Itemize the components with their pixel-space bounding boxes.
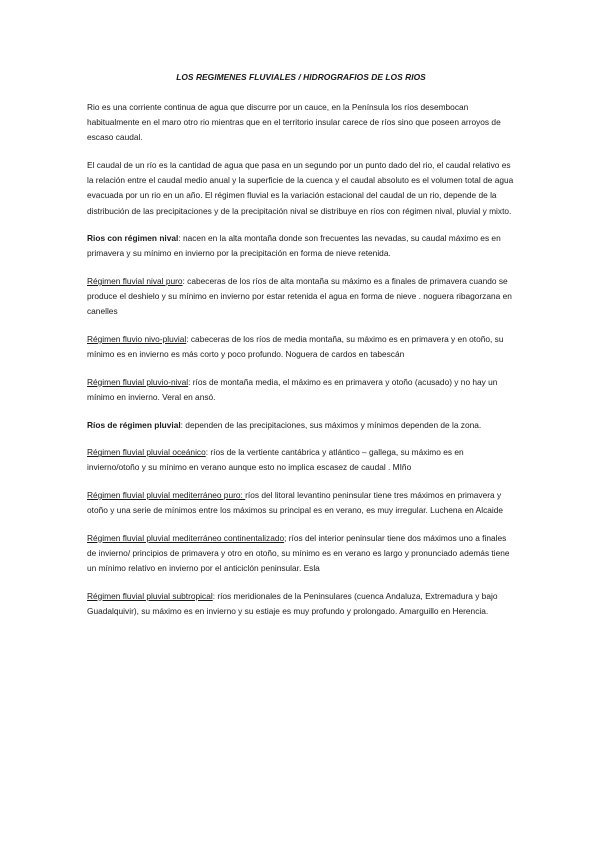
- section-nival-puro: [87, 274, 515, 320]
- section-pluvial: [87, 418, 515, 433]
- section-heading: Régimen fluvio nivo-pluvial: [87, 334, 187, 344]
- section-pluvio-nival: [87, 375, 515, 405]
- section-heading: Régimen fluvial pluvial mediterráneo continentalizado: [87, 532, 285, 543]
- section-heading: Régimen fluvial nival puro: [87, 276, 183, 286]
- section-text: : dependen de las precipitaciones, sus máximos y mínimos dependen de la zona.: [180, 419, 482, 430]
- section-heading: Régimen fluvial pluvial mediterráneo puro:: [87, 489, 246, 500]
- section-text: ; ríos del interior peninsular tiene dos máximos uno a finales de invierno/ principios de primavera y otro en otoño, su mínimo es en verano es largo y pronunciado además tiene un mínimo relativo en invierno por el anticiclón peninsular. Esla: [87, 532, 510, 574]
- section-mediterraneo-puro: [87, 488, 515, 518]
- section-heading: Régimen fluvial pluvial oceánico: [87, 447, 206, 458]
- caudal-paragraph: El caudal de un río es la cantidad de agua que pasa en un segundo por un punto dado del rio, el caudal relativo es la relación entre el caudal medio anual y la superficie de la cuenca y el caudal absoluto es el volumen total de agua evacuada por un rio en un año. El régimen fluvial es la variación estacional del caudal de un rio, depende de la distribución de las precipitaciones y de la precipitación nival se distribuye en ríos con régimen nival, pluvial y mixto.: [87, 160, 514, 216]
- section-text: : ríos de montaña media, el máximo es en primavera y otoño (acusado) y no hay un mínimo en invierno. Veral en ansó.: [87, 376, 498, 402]
- section-text: ríos del litoral levantino peninsular tiene tres máximos en primavera y otoño y una serie de mínimos entre los máximos su principal es en verano, es muy irregular. Luchena en Alcaide: [87, 489, 504, 516]
- intro-paragraph: Rio es una corriente continua de agua que discurre por un cauce, en la Península los ríos desembocan habitualmente en el maro otro rio mientras que en el territorio insular carece de ríos sino que poseen arroyos de escaso caudal.: [87, 102, 501, 143]
- section-heading: Ríos de régimen pluvial: [87, 419, 181, 430]
- document-title: LOS REGIMENES FLUVIALES / HIDROGRAFIOS DE LOS RIOS: [176, 72, 426, 82]
- section-text: : cabeceras de los ríos de alta montaña su máximo es a finales de primavera cuando se produce el deshielo y su mínimo en invierno por estar retenida el agua en forma de nieve . noguera ribagorzana en canelles: [87, 276, 512, 317]
- section-nivo-pluvial: [87, 332, 515, 362]
- section-heading: Rios con régimen nival: [87, 233, 179, 244]
- section-pluvial-oceanico: [87, 445, 515, 475]
- section-text: : ríos de la vertiente cantábrica y atlántico – gallega, su máximo es en invierno/otoño y su mínimo en verano aunque esto no implica escasez de caudal . MIño: [87, 447, 464, 473]
- section-text: : cabeceras de los ríos de media montaña, su máximo es en primavera y en otoño, su mínimo es en invierno es más corto y poco profundo. Noguera de cardos en tabescán: [87, 334, 504, 360]
- section-heading: Régimen fluvial pluvio-nival: [87, 376, 189, 387]
- section-nival: [87, 231, 515, 261]
- section-mediterraneo-continentalizado: [87, 531, 515, 577]
- section-heading: Régimen fluvial pluvial subtropical: [87, 590, 213, 601]
- section-text: : ríos meridionales de la Peninsulares (cuenca Andaluza, Extremadura y bajo Guadalquivir), su máximo es en invierno y su estiaje es muy profundo y prolongado. Amarguillo en Herencia.: [87, 590, 498, 616]
- section-text: : nacen en la alta montaña donde son frecuentes las nevadas, su caudal máximo es en primavera y su mínimo en invierno por la precipitación en forma de nieve retenida.: [87, 233, 501, 259]
- section-subtropical: [87, 589, 515, 619]
